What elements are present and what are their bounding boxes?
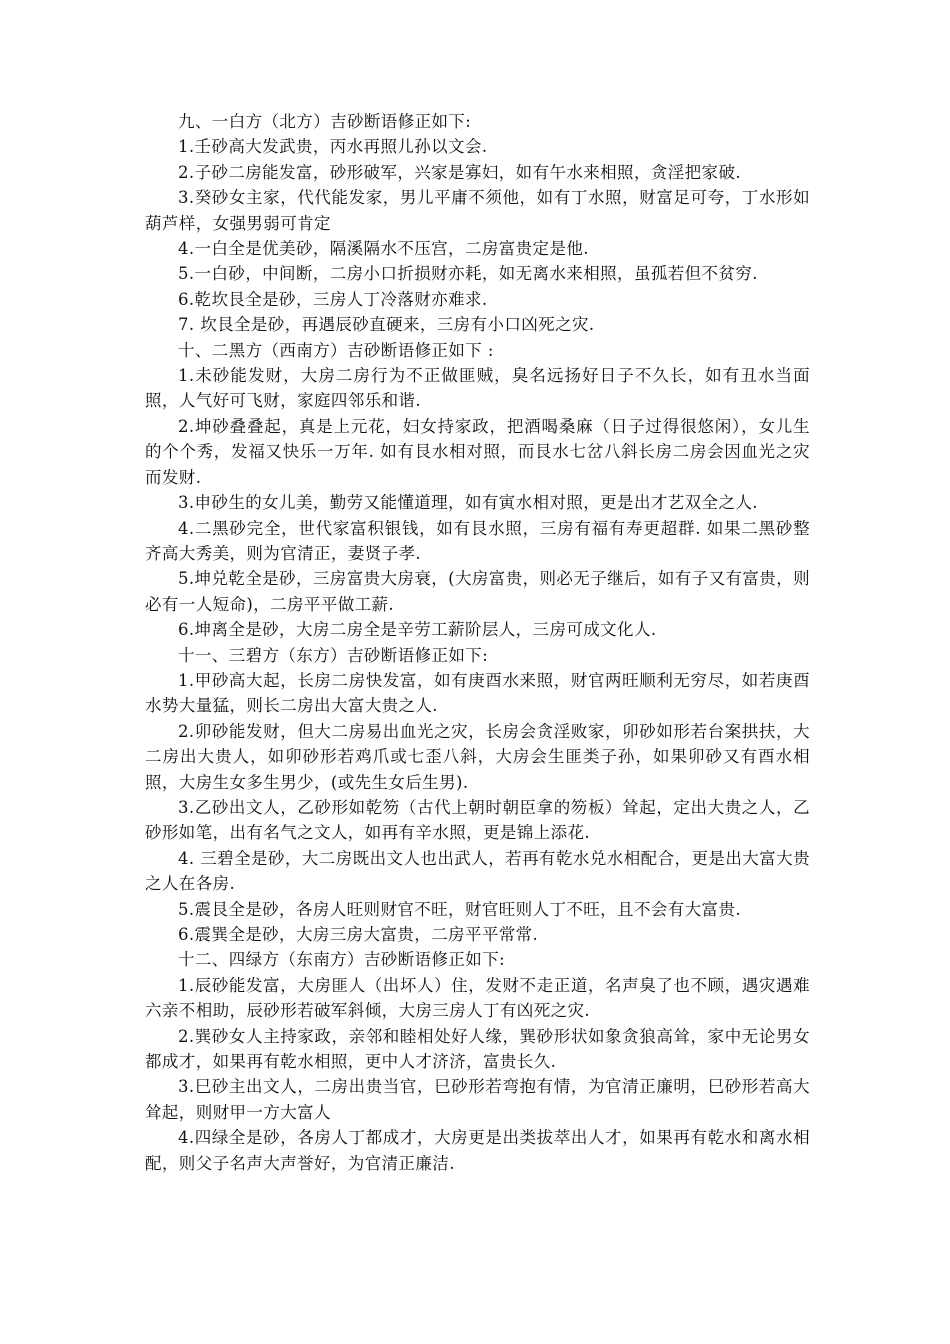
section-12: [145, 947, 810, 1176]
paragraph: 3.巳砂主出文人，二房出贵当官，巳砂形若弯抱有情，为官清正廉明，巳砂形若高大耸起，则财甲一方大富人: [145, 1077, 810, 1122]
paragraph: 5.震艮全是砂，各房人旺则财官不旺，财官旺则人丁不旺，且不会有大富贵.: [178, 899, 741, 919]
paragraph: 6.坤离全是砂，大房二房全是辛劳工薪阶层人，三房可成文化人.: [178, 620, 657, 640]
paragraph: 1.壬砂高大发武贵，丙水再照儿孙以文会.: [178, 137, 488, 157]
paragraph: 2.巽砂女人主持家政，亲邻和睦相处好人缘，巽砂形状如象贪狼高耸，家中无论男女都成才，如果再有乾水相照，更中人才济济，富贵长久.: [145, 1026, 810, 1072]
paragraph: 4.一白全是优美砂，隔溪隔水不压宫，二房富贵定是他.: [178, 239, 589, 259]
paragraph: 1.甲砂高大起，长房二房快发富，如有庚酉水来照，财官两旺顺利无穷尽，如若庚酉水势大量猛，则长二房出大富大贵之人.: [145, 670, 810, 716]
paragraph: 3.癸砂女主家，代代能发家，男儿平庸不须他，如有丁水照，财富足可夸，丁水形如葫芦样，女强男弱可肯定: [145, 188, 810, 233]
paragraph: 2.卯砂能发财，但大二房易出血光之灾，长房会贪淫败家，卯砂如形若台案拱扶，大二房出大贵人，如卯砂形若鸡爪或七歪八斜，大房会生匪类子孙，如果卯砂又有酉水相照，大房生女多生男少，(或先生女后生男).: [145, 721, 810, 792]
paragraph: 6.震巽全是砂，大房三房大富贵，二房平平常常.: [178, 925, 539, 944]
paragraph: 4. 三碧全是砂，大二房既出文人也出武人，若再有乾水兑水相配合，更是出大富大贵之人在各房.: [145, 848, 810, 894]
section-9: [145, 109, 810, 338]
section-heading: 十一、三碧方（东方）吉砂断语修正如下:: [178, 645, 489, 665]
paragraph: 5.一白砂，中间断，二房小口折损财亦耗，如无离水来相照，虽孤若但不贫穷.: [178, 264, 758, 284]
section-11: [145, 643, 810, 948]
paragraph: 6.乾坎艮全是砂，三房人丁冷落财亦难求.: [178, 289, 488, 309]
paragraph: 3.乙砂出文人，乙砂形如乾笏（古代上朝时朝臣拿的笏板）耸起，定出大贵之人，乙砂形如笔，出有名气之文人，如再有辛水照，更是锦上添花.: [145, 797, 810, 843]
document-page: [145, 109, 810, 1176]
paragraph: 5.坤兑乾全是砂，三房富贵大房衰，(大房富贵，则必无子继后，如有子又有富贵，则必有一人短命)，二房平平做工薪.: [145, 569, 810, 614]
section-heading: 十、二黑方（西南方）吉砂断语修正如下 :: [178, 340, 494, 360]
paragraph: 1.未砂能发财，大房二房行为不正做匪贼，臭名远扬好日子不久长，如有丑水当面照，人气好可飞财，家庭四邻乐和谐.: [145, 366, 810, 411]
section-10: [145, 338, 810, 643]
paragraph: 4.二黑砂完全，世代家富积银钱，如有艮水照，三房有福有寿更超群. 如果二黑砂整齐高大秀美，则为官清正，妻贤子孝.: [145, 518, 810, 563]
section-heading: 十二、四绿方（东南方）吉砂断语修正如下:: [178, 950, 506, 970]
paragraph: 1.辰砂能发富，大房匪人（出坏人）住，发财不走正道，名声臭了也不顾，遇灾遇难六亲不相助，辰砂形若破军斜倾，大房三房人丁有凶死之灾.: [145, 975, 810, 1021]
paragraph: 2.坤砂叠叠起，真是上元花，妇女持家政，把酒喝桑麻（日子过得很悠闲），女儿生的个个秀，发福又快乐一万年. 如有艮水相对照，而艮水七岔八斜长房二房会因血光之灾而发财.: [145, 416, 810, 487]
paragraph: 4.四绿全是砂，各房人丁都成才，大房更是出类拔萃出人才，如果再有乾水和离水相配，则父子名声大声誉好，为官清正廉洁.: [145, 1128, 810, 1173]
paragraph: 3.申砂生的女儿美，勤劳又能懂道理，如有寅水相对照，更是出才艺双全之人.: [178, 493, 758, 513]
section-heading: 九、一白方（北方）吉砂断语修正如下:: [178, 112, 472, 131]
paragraph: 7. 坎艮全是砂，再遇辰砂直硬来，三房有小口凶死之灾.: [178, 315, 595, 335]
paragraph: 2.子砂二房能发富，砂形破军，兴家是寡妇，如有午水来相照，贪淫把家破.: [178, 162, 741, 182]
